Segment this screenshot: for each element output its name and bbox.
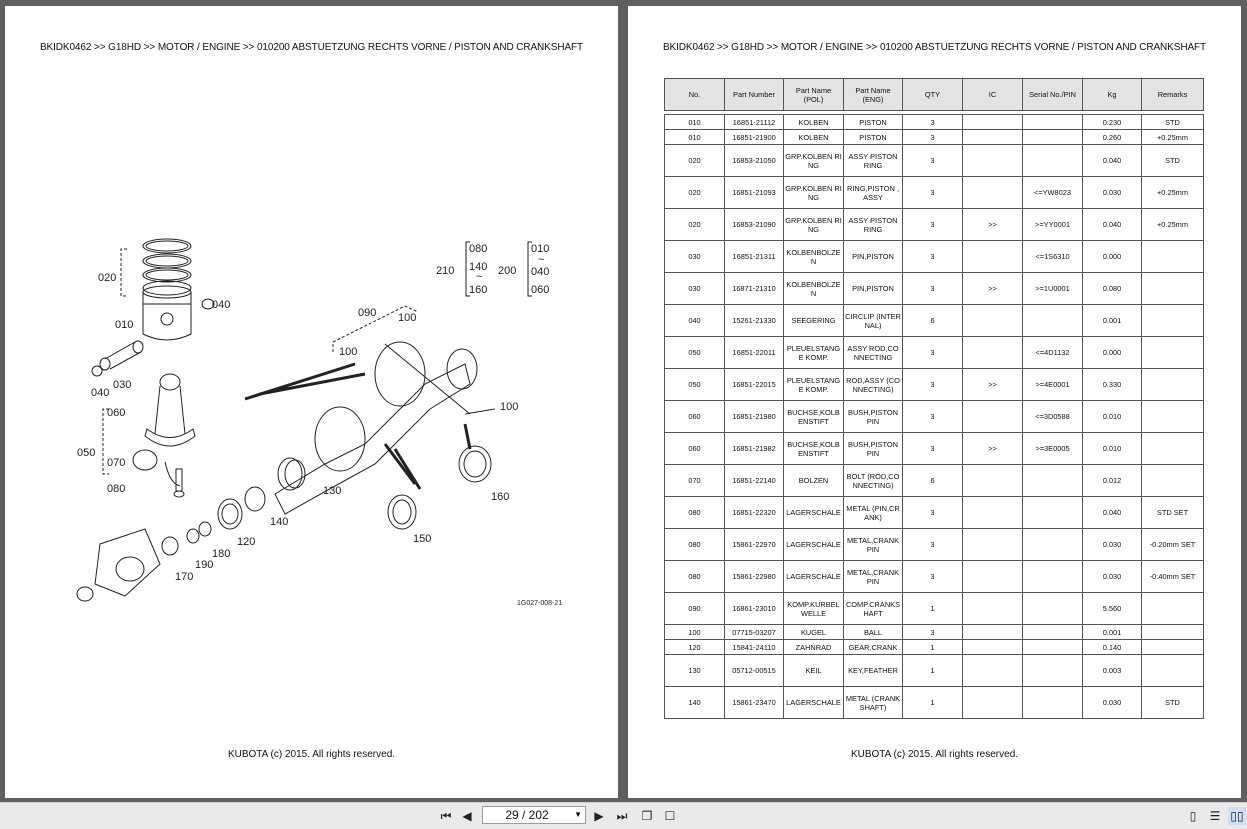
table-row: [665, 369, 1204, 401]
cell-ic: [963, 241, 1023, 273]
cell-part-number: 16851-22015: [725, 369, 784, 401]
cell-serial: [1023, 625, 1083, 640]
header-kg: Kg: [1083, 79, 1142, 111]
cell-ic: [963, 640, 1023, 655]
cell-part-name-pol: ZAHNRAD: [784, 640, 844, 655]
cell-qty: 3: [903, 241, 963, 273]
cell-part-number: 16851-22140: [725, 465, 784, 497]
cell-qty: 1: [903, 655, 963, 687]
cell-part-number: 16853-21090: [725, 209, 784, 241]
page-header: BKIDK0462 >> G18HD >> MOTOR / ENGINE >> 010200 ABSTUETZUNG RECHTS VORNE / PISTON AND CRANKSHAFT: [39, 42, 584, 53]
label-190: 190: [195, 559, 214, 571]
page-number-select[interactable]: [482, 806, 586, 824]
cell-no: 080: [665, 529, 725, 561]
cell-kg: 0.000: [1083, 241, 1142, 273]
cell-part-name-eng: ROD,ASSY (CONNECTING): [844, 369, 903, 401]
cell-remarks: [1142, 337, 1204, 369]
range-b-mid: 040: [531, 266, 550, 278]
page-indicator: 29 / 202: [505, 808, 549, 822]
cell-ic: [963, 593, 1023, 625]
table-row: [665, 529, 1204, 561]
cell-part-number: 15861-23470: [725, 687, 784, 719]
fit-page-icon[interactable]: ❐: [641, 809, 653, 823]
cell-part-name-eng: GEAR,CRANK: [844, 640, 903, 655]
cell-serial: [1023, 593, 1083, 625]
table-row: [665, 177, 1204, 209]
continuous-view-icon[interactable]: ☰: [1209, 809, 1221, 823]
cell-qty: 1: [903, 640, 963, 655]
cell-no: 060: [665, 433, 725, 465]
cell-ic: [963, 115, 1023, 130]
cell-serial: [1023, 561, 1083, 593]
label-020: 020: [98, 272, 117, 284]
cell-serial: [1023, 655, 1083, 687]
cell-part-name-eng: PISTON: [844, 115, 903, 130]
cell-serial: [1023, 529, 1083, 561]
cell-qty: 3: [903, 625, 963, 640]
table-row: [665, 625, 1204, 640]
label-070: 080: [107, 483, 126, 495]
cell-ic: >>: [963, 433, 1023, 465]
cell-no: 010: [665, 130, 725, 145]
label-090: 090: [358, 307, 377, 319]
cell-remarks: [1142, 401, 1204, 433]
cell-kg: 0.030: [1083, 561, 1142, 593]
cell-kg: 0.001: [1083, 305, 1142, 337]
cell-ic: [963, 401, 1023, 433]
range-a-top: 080: [469, 243, 488, 255]
cell-remarks: [1142, 593, 1204, 625]
cell-part-number: 16851-21982: [725, 433, 784, 465]
cell-part-name-pol: PLEUELSTANGE KOMP.: [784, 337, 844, 369]
table-row: [665, 640, 1204, 655]
cell-serial: [1023, 497, 1083, 529]
cell-part-name-eng: METAL (PIN,CRANK): [844, 497, 903, 529]
label-200: 200: [498, 265, 517, 277]
cell-ic: [963, 497, 1023, 529]
header-qty: QTY: [903, 79, 963, 111]
label-130: 130: [323, 485, 342, 497]
table-row: [665, 465, 1204, 497]
cell-serial: <=4D1132: [1023, 337, 1083, 369]
page-header: BKIDK0462 >> G18HD >> MOTOR / ENGINE >> 010200 ABSTUETZUNG RECHTS VORNE / PISTON AND CRANKSHAFT: [662, 42, 1207, 53]
table-row: [665, 687, 1204, 719]
cell-part-number: 15841-24110: [725, 640, 784, 655]
cell-ic: >>: [963, 369, 1023, 401]
cell-part-name-pol: GRP.KOLBEN RING: [784, 145, 844, 177]
cell-kg: 0.030: [1083, 687, 1142, 719]
label-060: 060: [107, 407, 126, 419]
cell-remarks: +0.25mm: [1142, 209, 1204, 241]
table-row: [665, 273, 1204, 305]
header-ic: IC: [963, 79, 1023, 111]
cell-part-name-pol: KOLBEN: [784, 115, 844, 130]
cell-remarks: -0.20mm SET: [1142, 529, 1204, 561]
cell-part-name-eng: KEY,FEATHER: [844, 655, 903, 687]
table-row: [665, 305, 1204, 337]
cell-qty: 3: [903, 130, 963, 145]
range-a-tilde: ~: [476, 271, 483, 283]
cell-no: 090: [665, 593, 725, 625]
previous-page-icon[interactable]: ◀: [462, 809, 472, 823]
header-no: No.: [665, 79, 725, 111]
cell-part-name-pol: LAGERSCHALE: [784, 687, 844, 719]
table-row: [665, 145, 1204, 177]
cell-kg: 0.001: [1083, 625, 1142, 640]
label-150: 150: [413, 533, 432, 545]
cell-part-name-eng: ASSY PISTON RING: [844, 209, 903, 241]
label-210: 210: [436, 265, 455, 277]
next-page-icon[interactable]: ▶: [594, 809, 604, 823]
cell-no: 100: [665, 625, 725, 640]
chevron-down-icon: ▼: [574, 810, 582, 819]
two-page-view-icon[interactable]: ▯▯: [1228, 807, 1246, 825]
cell-serial: [1023, 145, 1083, 177]
cell-serial: [1023, 687, 1083, 719]
cell-no: 080: [665, 497, 725, 529]
cell-part-name-eng: PISTON: [844, 130, 903, 145]
cell-kg: 0.140: [1083, 640, 1142, 655]
range-b-bottom: 060: [531, 284, 550, 296]
cell-part-name-pol: KOLBEN: [784, 130, 844, 145]
cell-kg: 0.010: [1083, 433, 1142, 465]
cell-ic: [963, 655, 1023, 687]
label-100c: 100: [500, 401, 519, 413]
cell-part-name-eng: METAL,CRANKPIN: [844, 561, 903, 593]
cell-part-name-eng: PIN,PISTON: [844, 241, 903, 273]
cell-remarks: STD: [1142, 687, 1204, 719]
cell-no: 050: [665, 369, 725, 401]
cell-part-name-eng: BUSH,PISTON PIN: [844, 401, 903, 433]
cell-part-name-eng: RING,PISTON ,ASSY: [844, 177, 903, 209]
cell-part-name-pol: KOMP.KURBELWELLE: [784, 593, 844, 625]
cell-kg: 0.030: [1083, 529, 1142, 561]
table-row: [665, 433, 1204, 465]
parts-diagram: [65, 224, 565, 619]
cell-part-name-pol: GRP.KOLBEN RING: [784, 209, 844, 241]
header-part-name-pol: Part Name (POL): [784, 79, 844, 111]
cell-qty: 3: [903, 561, 963, 593]
cell-ic: [963, 305, 1023, 337]
cell-kg: 5.560: [1083, 593, 1142, 625]
cell-part-number: 16851-21093: [725, 177, 784, 209]
cell-part-name-pol: LAGERSCHALE: [784, 497, 844, 529]
cell-serial: [1023, 130, 1083, 145]
cell-kg: 0.000: [1083, 337, 1142, 369]
label-040: 040: [212, 299, 231, 311]
cell-kg: 0.030: [1083, 177, 1142, 209]
cell-part-number: 16851-22320: [725, 497, 784, 529]
cell-qty: 3: [903, 177, 963, 209]
cell-part-name-eng: ASSY PISTON RING: [844, 145, 903, 177]
cell-qty: 3: [903, 337, 963, 369]
header-remarks: Remarks: [1142, 79, 1204, 111]
cell-part-name-pol: LAGERSCHALE: [784, 529, 844, 561]
cell-ic: [963, 625, 1023, 640]
cell-part-number: 16851-22011: [725, 337, 784, 369]
cell-ic: [963, 177, 1023, 209]
header-part-number: Part Number: [725, 79, 784, 111]
cell-qty: 1: [903, 593, 963, 625]
cell-part-number: 07715-03207: [725, 625, 784, 640]
cell-ic: [963, 130, 1023, 145]
figure-id: 1G027-008-21: [517, 600, 563, 607]
cell-qty: 3: [903, 209, 963, 241]
cell-part-name-eng: CIRCLIP (INTERNAL): [844, 305, 903, 337]
cell-remarks: [1142, 273, 1204, 305]
cell-remarks: -0.40mm SET: [1142, 561, 1204, 593]
cell-part-name-eng: ASSY ROD,CONNECTING: [844, 337, 903, 369]
cell-part-number: 16851-21311: [725, 241, 784, 273]
cell-no: 020: [665, 177, 725, 209]
cell-part-number: 16853-21050: [725, 145, 784, 177]
table-row: [665, 337, 1204, 369]
cell-part-number: 16851-21900: [725, 130, 784, 145]
label-040b: 040: [91, 387, 110, 399]
cell-kg: 0.010: [1083, 401, 1142, 433]
cell-part-number: 15861-22980: [725, 561, 784, 593]
label-100b: 100: [339, 346, 358, 358]
table-row: [665, 241, 1204, 273]
cell-part-name-pol: KUGEL: [784, 625, 844, 640]
cell-remarks: [1142, 241, 1204, 273]
cell-part-name-pol: LAGERSCHALE: [784, 561, 844, 593]
cell-part-name-pol: BUCHSE,KOLBENSTIFT: [784, 401, 844, 433]
cell-kg: 0.260: [1083, 130, 1142, 145]
left-page: [5, 6, 618, 798]
parts-table: [664, 78, 1204, 719]
cell-serial: <=3D0588: [1023, 401, 1083, 433]
cell-no: 040: [665, 305, 725, 337]
cell-remarks: [1142, 369, 1204, 401]
cell-qty: 3: [903, 369, 963, 401]
label-120: 120: [237, 536, 256, 548]
cell-serial: [1023, 640, 1083, 655]
range-b-tilde: ~: [538, 254, 545, 266]
page-footer: KUBOTA (c) 2015. All rights reserved.: [227, 749, 396, 760]
cell-ic: [963, 465, 1023, 497]
cell-ic: >>: [963, 209, 1023, 241]
cell-ic: [963, 561, 1023, 593]
cell-part-name-pol: PLEUELSTANGE KOMP.: [784, 369, 844, 401]
header-part-name-eng: Part Name (ENG): [844, 79, 903, 111]
last-page-icon[interactable]: ⏭: [616, 809, 628, 823]
cell-remarks: [1142, 625, 1204, 640]
cell-qty: 3: [903, 401, 963, 433]
page-footer: KUBOTA (c) 2015. All rights reserved.: [850, 749, 1019, 760]
cell-kg: 0.330: [1083, 369, 1142, 401]
cell-part-name-pol: SEEGERING: [784, 305, 844, 337]
cell-kg: 0.012: [1083, 465, 1142, 497]
table-row: [665, 497, 1204, 529]
cell-remarks: [1142, 305, 1204, 337]
cell-serial: [1023, 465, 1083, 497]
table-row: [665, 561, 1204, 593]
cell-serial: [1023, 305, 1083, 337]
range-a-bottom: 160: [469, 284, 488, 296]
cell-ic: [963, 529, 1023, 561]
cell-part-name-eng: PIN,PISTON: [844, 273, 903, 305]
cell-no: 030: [665, 273, 725, 305]
cell-ic: >>: [963, 273, 1023, 305]
cell-qty: 3: [903, 433, 963, 465]
cell-no: 140: [665, 687, 725, 719]
cell-remarks: STD: [1142, 145, 1204, 177]
cell-serial: [1023, 115, 1083, 130]
label-030: 030: [113, 379, 132, 391]
cell-part-name-pol: KOLBENBOLZEN: [784, 273, 844, 305]
cell-kg: 0.040: [1083, 497, 1142, 529]
cell-part-name-pol: GRP.KOLBEN RING: [784, 177, 844, 209]
cell-kg: 0.040: [1083, 209, 1142, 241]
range-a-mid: 140: [469, 261, 488, 273]
cell-serial: >=1U0001: [1023, 273, 1083, 305]
cell-ic: [963, 145, 1023, 177]
cell-qty: 6: [903, 305, 963, 337]
cell-no: 120: [665, 640, 725, 655]
single-page-icon[interactable]: ☐: [664, 809, 676, 823]
cell-part-name-eng: BUSH,PISTON PIN: [844, 433, 903, 465]
cell-no: 050: [665, 337, 725, 369]
cell-no: 080: [665, 561, 725, 593]
table-row: [665, 593, 1204, 625]
cell-remarks: STD SET: [1142, 497, 1204, 529]
cell-part-name-pol: BOLZEN: [784, 465, 844, 497]
cell-part-number: 16871-21310: [725, 273, 784, 305]
cell-part-name-eng: METAL,CRANKPIN: [844, 529, 903, 561]
cell-no: 070: [665, 465, 725, 497]
cell-qty: 3: [903, 115, 963, 130]
cell-part-name-pol: KOLBENBOLZEN: [784, 241, 844, 273]
label-170: 170: [175, 571, 194, 583]
table-row: [665, 401, 1204, 433]
label-160: 160: [491, 491, 510, 503]
cell-no: 060: [665, 401, 725, 433]
cell-qty: 6: [903, 465, 963, 497]
table-row: [665, 655, 1204, 687]
cell-qty: 1: [903, 687, 963, 719]
cell-ic: [963, 337, 1023, 369]
cell-part-number: 15861-22970: [725, 529, 784, 561]
cell-part-number: 16851-21112: [725, 115, 784, 130]
cell-serial: >=4E0001: [1023, 369, 1083, 401]
label-140: 140: [270, 516, 289, 528]
cell-serial: <=YW8023: [1023, 177, 1083, 209]
single-page-view-icon[interactable]: ▯: [1189, 809, 1197, 823]
cell-kg: 0.040: [1083, 145, 1142, 177]
viewer-toolbar: [0, 802, 1247, 829]
cell-remarks: [1142, 655, 1204, 687]
label-010: 010: [115, 319, 134, 331]
cell-part-name-eng: METAL (CRANKSHAFT): [844, 687, 903, 719]
label-080: 070: [107, 457, 126, 469]
cell-remarks: STD: [1142, 115, 1204, 130]
cell-part-name-eng: BOLT (ROD,CONNECTING): [844, 465, 903, 497]
range-b-top: 010: [531, 243, 550, 255]
table-row: [665, 209, 1204, 241]
cell-serial: >=YY0001: [1023, 209, 1083, 241]
cell-qty: 3: [903, 497, 963, 529]
cell-ic: [963, 687, 1023, 719]
cell-no: 020: [665, 209, 725, 241]
cell-serial: >=3E0005: [1023, 433, 1083, 465]
cell-remarks: +0.25mm: [1142, 130, 1204, 145]
cell-no: 130: [665, 655, 725, 687]
first-page-icon[interactable]: ⏮: [440, 809, 452, 823]
cell-part-name-eng: COMP.CRANKSHAFT: [844, 593, 903, 625]
header-serial: Serial No./PIN: [1023, 79, 1083, 111]
cell-qty: 3: [903, 273, 963, 305]
label-050: 050: [77, 447, 96, 459]
right-page: [628, 6, 1241, 798]
cell-remarks: [1142, 465, 1204, 497]
cell-part-number: 05712-00515: [725, 655, 784, 687]
cell-remarks: [1142, 640, 1204, 655]
cell-part-number: 16861-23010: [725, 593, 784, 625]
table-row: [665, 130, 1204, 145]
cell-remarks: +0.25mm: [1142, 177, 1204, 209]
cell-remarks: [1142, 433, 1204, 465]
cell-serial: <=1S6310: [1023, 241, 1083, 273]
cell-kg: 0.230: [1083, 115, 1142, 130]
table-row: [665, 115, 1204, 130]
cell-part-number: 16851-21980: [725, 401, 784, 433]
cell-no: 030: [665, 241, 725, 273]
cell-kg: 0.080: [1083, 273, 1142, 305]
label-180: 180: [212, 548, 231, 560]
label-100a: 100: [398, 312, 417, 324]
cell-part-name-eng: BALL: [844, 625, 903, 640]
cell-qty: 3: [903, 145, 963, 177]
cell-part-name-pol: BUCHSE,KOLBENSTIFT: [784, 433, 844, 465]
cell-qty: 3: [903, 529, 963, 561]
cell-no: 020: [665, 145, 725, 177]
cell-part-name-pol: KEIL: [784, 655, 844, 687]
cell-no: 010: [665, 115, 725, 130]
table-header-row: [665, 79, 1204, 111]
cell-kg: 0.003: [1083, 655, 1142, 687]
cell-part-number: 15261-21330: [725, 305, 784, 337]
